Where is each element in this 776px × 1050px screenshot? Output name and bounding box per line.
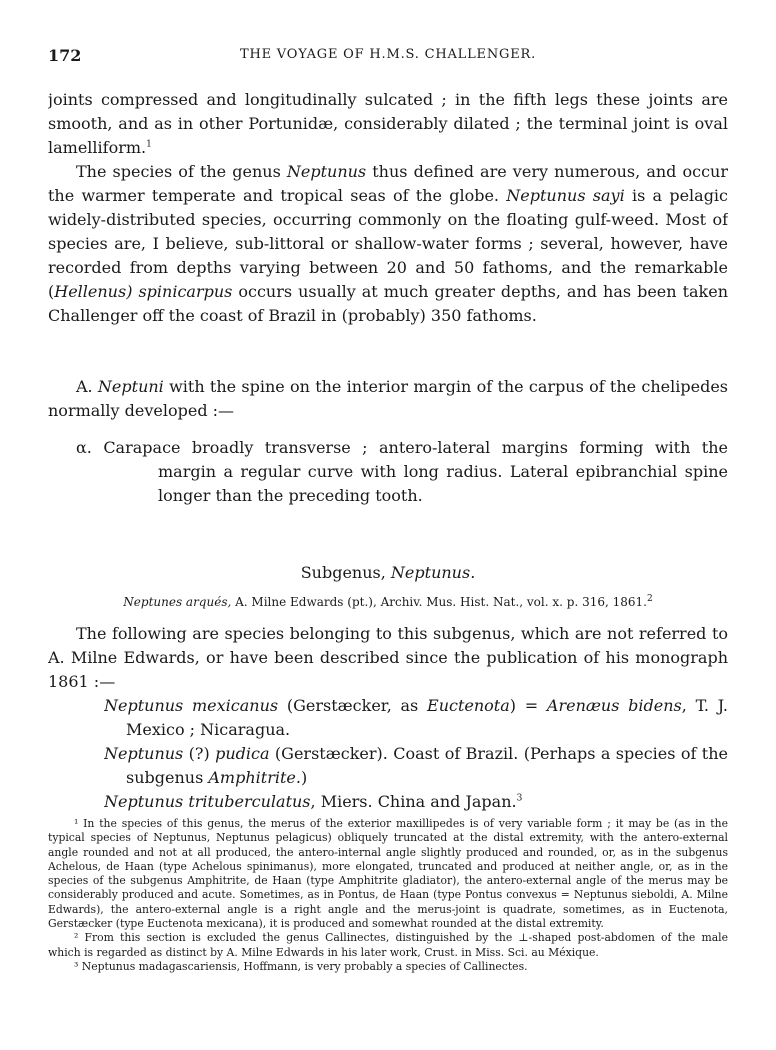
page-header bbox=[48, 46, 728, 68]
species-list bbox=[104, 694, 728, 814]
text-line: normally developed :— bbox=[48, 401, 235, 420]
text-line: Mexico ; Nicaragua. bbox=[126, 720, 291, 739]
footnotes bbox=[48, 817, 728, 974]
text-line: Neptunus (?) pudica (Gerstæcker). Coast of Brazil. (Perhaps a species of the bbox=[104, 744, 728, 763]
text-line: The species of the genus Neptunus thus defined are very numerous, and occur bbox=[76, 162, 728, 181]
list-item bbox=[104, 694, 728, 742]
footnote-line: which is regarded as distinct by A. Milne Edwards in his later work, Crust. in Miss. Sci. au Méxique. bbox=[48, 945, 599, 959]
page-number: 172 bbox=[48, 46, 82, 65]
footnote-ref: 3 bbox=[516, 793, 523, 804]
list-item bbox=[104, 790, 728, 814]
text-line: recorded from depths varying between 20 and 50 fathoms, and the remarkable bbox=[48, 258, 728, 277]
text-line: Challenger off the coast of Brazil in (probably) 350 fathoms. bbox=[48, 306, 537, 325]
text-line: A. Milne Edwards, or have been described since the publication of his monograph bbox=[48, 648, 728, 667]
text-line: 1861 :— bbox=[48, 672, 116, 691]
text-line: longer than the preceding tooth. bbox=[158, 486, 423, 505]
footnote-1 bbox=[48, 817, 728, 931]
text-line: The following are species belonging to this subgenus, which are not referred to bbox=[76, 624, 728, 643]
text-line: (Hellenus) spinicarpus occurs usually at much greater depths, and has been taken bbox=[48, 282, 728, 301]
footnote-line: species of the subgenus Amphitrite, de Haan (type Amphitrite gladiator), the antero-external angle of the merus may be bbox=[48, 874, 728, 888]
footnote-line: considerably produced and acute. Sometimes, as in Pontus, de Haan (type Pontus convexus = Neptunus sieboldi, A. Milne bbox=[48, 888, 728, 902]
subgenus-heading: Subgenus, Neptunus. bbox=[300, 563, 476, 582]
text-line: subgenus Amphitrite.) bbox=[126, 768, 308, 787]
text-line: A. Neptuni with the spine on the interior margin of the carpus of the chelipedes bbox=[76, 377, 728, 396]
section-a bbox=[48, 375, 728, 423]
footnote-line: ³ Neptunus madagascariensis, Hoffmann, is very probably a species of Callinectes. bbox=[74, 959, 528, 973]
text-line: Neptunus mexicanus (Gerstæcker, as Euctenota) = Arenæus bidens, T. J. bbox=[104, 696, 728, 715]
text-line: widely-distributed species, occurring commonly on the floating gulf-weed. Most of bbox=[48, 210, 728, 229]
running-title: THE VOYAGE OF H.M.S. CHALLENGER. bbox=[239, 47, 537, 62]
text-line: joints compressed and longitudinally sulcated ; in the fifth legs these joints are bbox=[48, 90, 728, 109]
intro-paragraph bbox=[48, 88, 728, 160]
footnote-line: ¹ In the species of this genus, the merus of the exterior maxillipedes is of very variable form ; it may be (as in the bbox=[74, 817, 728, 830]
footnote-line: Edwards), the antero-external angle is a right angle and the merus-joint is quadrate, sometimes, as in Euctenota, bbox=[48, 902, 728, 916]
footnote-line: typical species of Neptunus, Neptunus pelagicus) obliquely truncated at the distal extremity, with the antero-external bbox=[48, 831, 728, 845]
footnote-ref: 1 bbox=[146, 139, 152, 150]
footnote-line: ² From this section is excluded the genus Callinectes, distinguished by the ⊥-shaped post-abdomen of the male bbox=[74, 931, 728, 945]
footnote-line: Achelous, de Haan (type Achelous spinimanus), more elongated, truncated and produced at neither angle, or, as in the bbox=[48, 859, 728, 873]
footnote-line: Gerstæcker (type Euctenota mexicana), it is produced and somewhat rounded at the distal extremity. bbox=[48, 917, 604, 931]
text-line: α. Carapace broadly transverse ; antero-lateral margins forming with the bbox=[76, 438, 728, 457]
subgenus-citation: Neptunes arqués, A. Milne Edwards (pt.), Archiv. Mus. Hist. Nat., vol. x. p. 316, 1861.$^2$ bbox=[123, 594, 653, 609]
text-line: the warmer temperate and tropical seas of the globe. Neptunus sayi is a pelagic bbox=[48, 186, 728, 205]
text-line: smooth, and as in other Portunidæ, considerably dilated ; the terminal joint is oval bbox=[48, 114, 728, 133]
footnote-2 bbox=[48, 931, 728, 960]
footnote-ref: 2 bbox=[646, 594, 653, 604]
footnote-3 bbox=[48, 960, 728, 974]
species-paragraph bbox=[48, 160, 728, 328]
following-paragraph bbox=[48, 622, 728, 694]
footnote-line: angle rounded and not at all produced, the antero-internal angle slightly produced and rounded, or, as in the subgenus bbox=[48, 845, 728, 859]
list-marker: α. bbox=[76, 438, 92, 457]
section-alpha bbox=[76, 436, 728, 508]
text-line: Neptunus trituberculatus, Miers. China and Japan.$^3$ bbox=[104, 792, 523, 811]
text-line: lamelliform.$^1$ bbox=[48, 138, 152, 157]
list-item bbox=[104, 742, 728, 790]
text-line: margin a regular curve with long radius. Lateral epibranchial spine bbox=[158, 462, 728, 481]
text-line: species are, I believe, sub-littoral or shallow-water forms ; several, however, have bbox=[48, 234, 728, 253]
